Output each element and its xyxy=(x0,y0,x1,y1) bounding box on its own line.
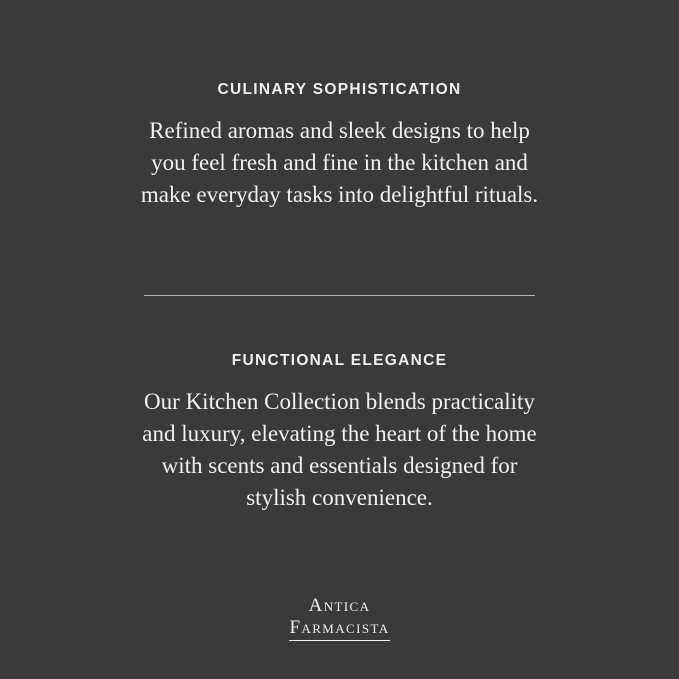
brand-logo-line-2: Farmacista xyxy=(289,617,389,641)
brand-logo-line-1: Antica xyxy=(308,595,371,616)
section-body-culinary: Refined aromas and sleek designs to help you feel fresh and fine in the kitchen and make everyday tasks into delightful rituals. xyxy=(140,118,539,207)
brand-logo xyxy=(0,595,679,641)
section-heading-culinary: CULINARY SOPHISTICATION xyxy=(217,81,462,98)
section-body-functional: Our Kitchen Collection blends practicality and luxury, elevating the heart of the home with scents and essentials designed for stylish convenience. xyxy=(142,389,537,510)
section-divider xyxy=(144,295,535,296)
section-heading-functional: FUNCTIONAL ELEGANCE xyxy=(231,352,448,369)
